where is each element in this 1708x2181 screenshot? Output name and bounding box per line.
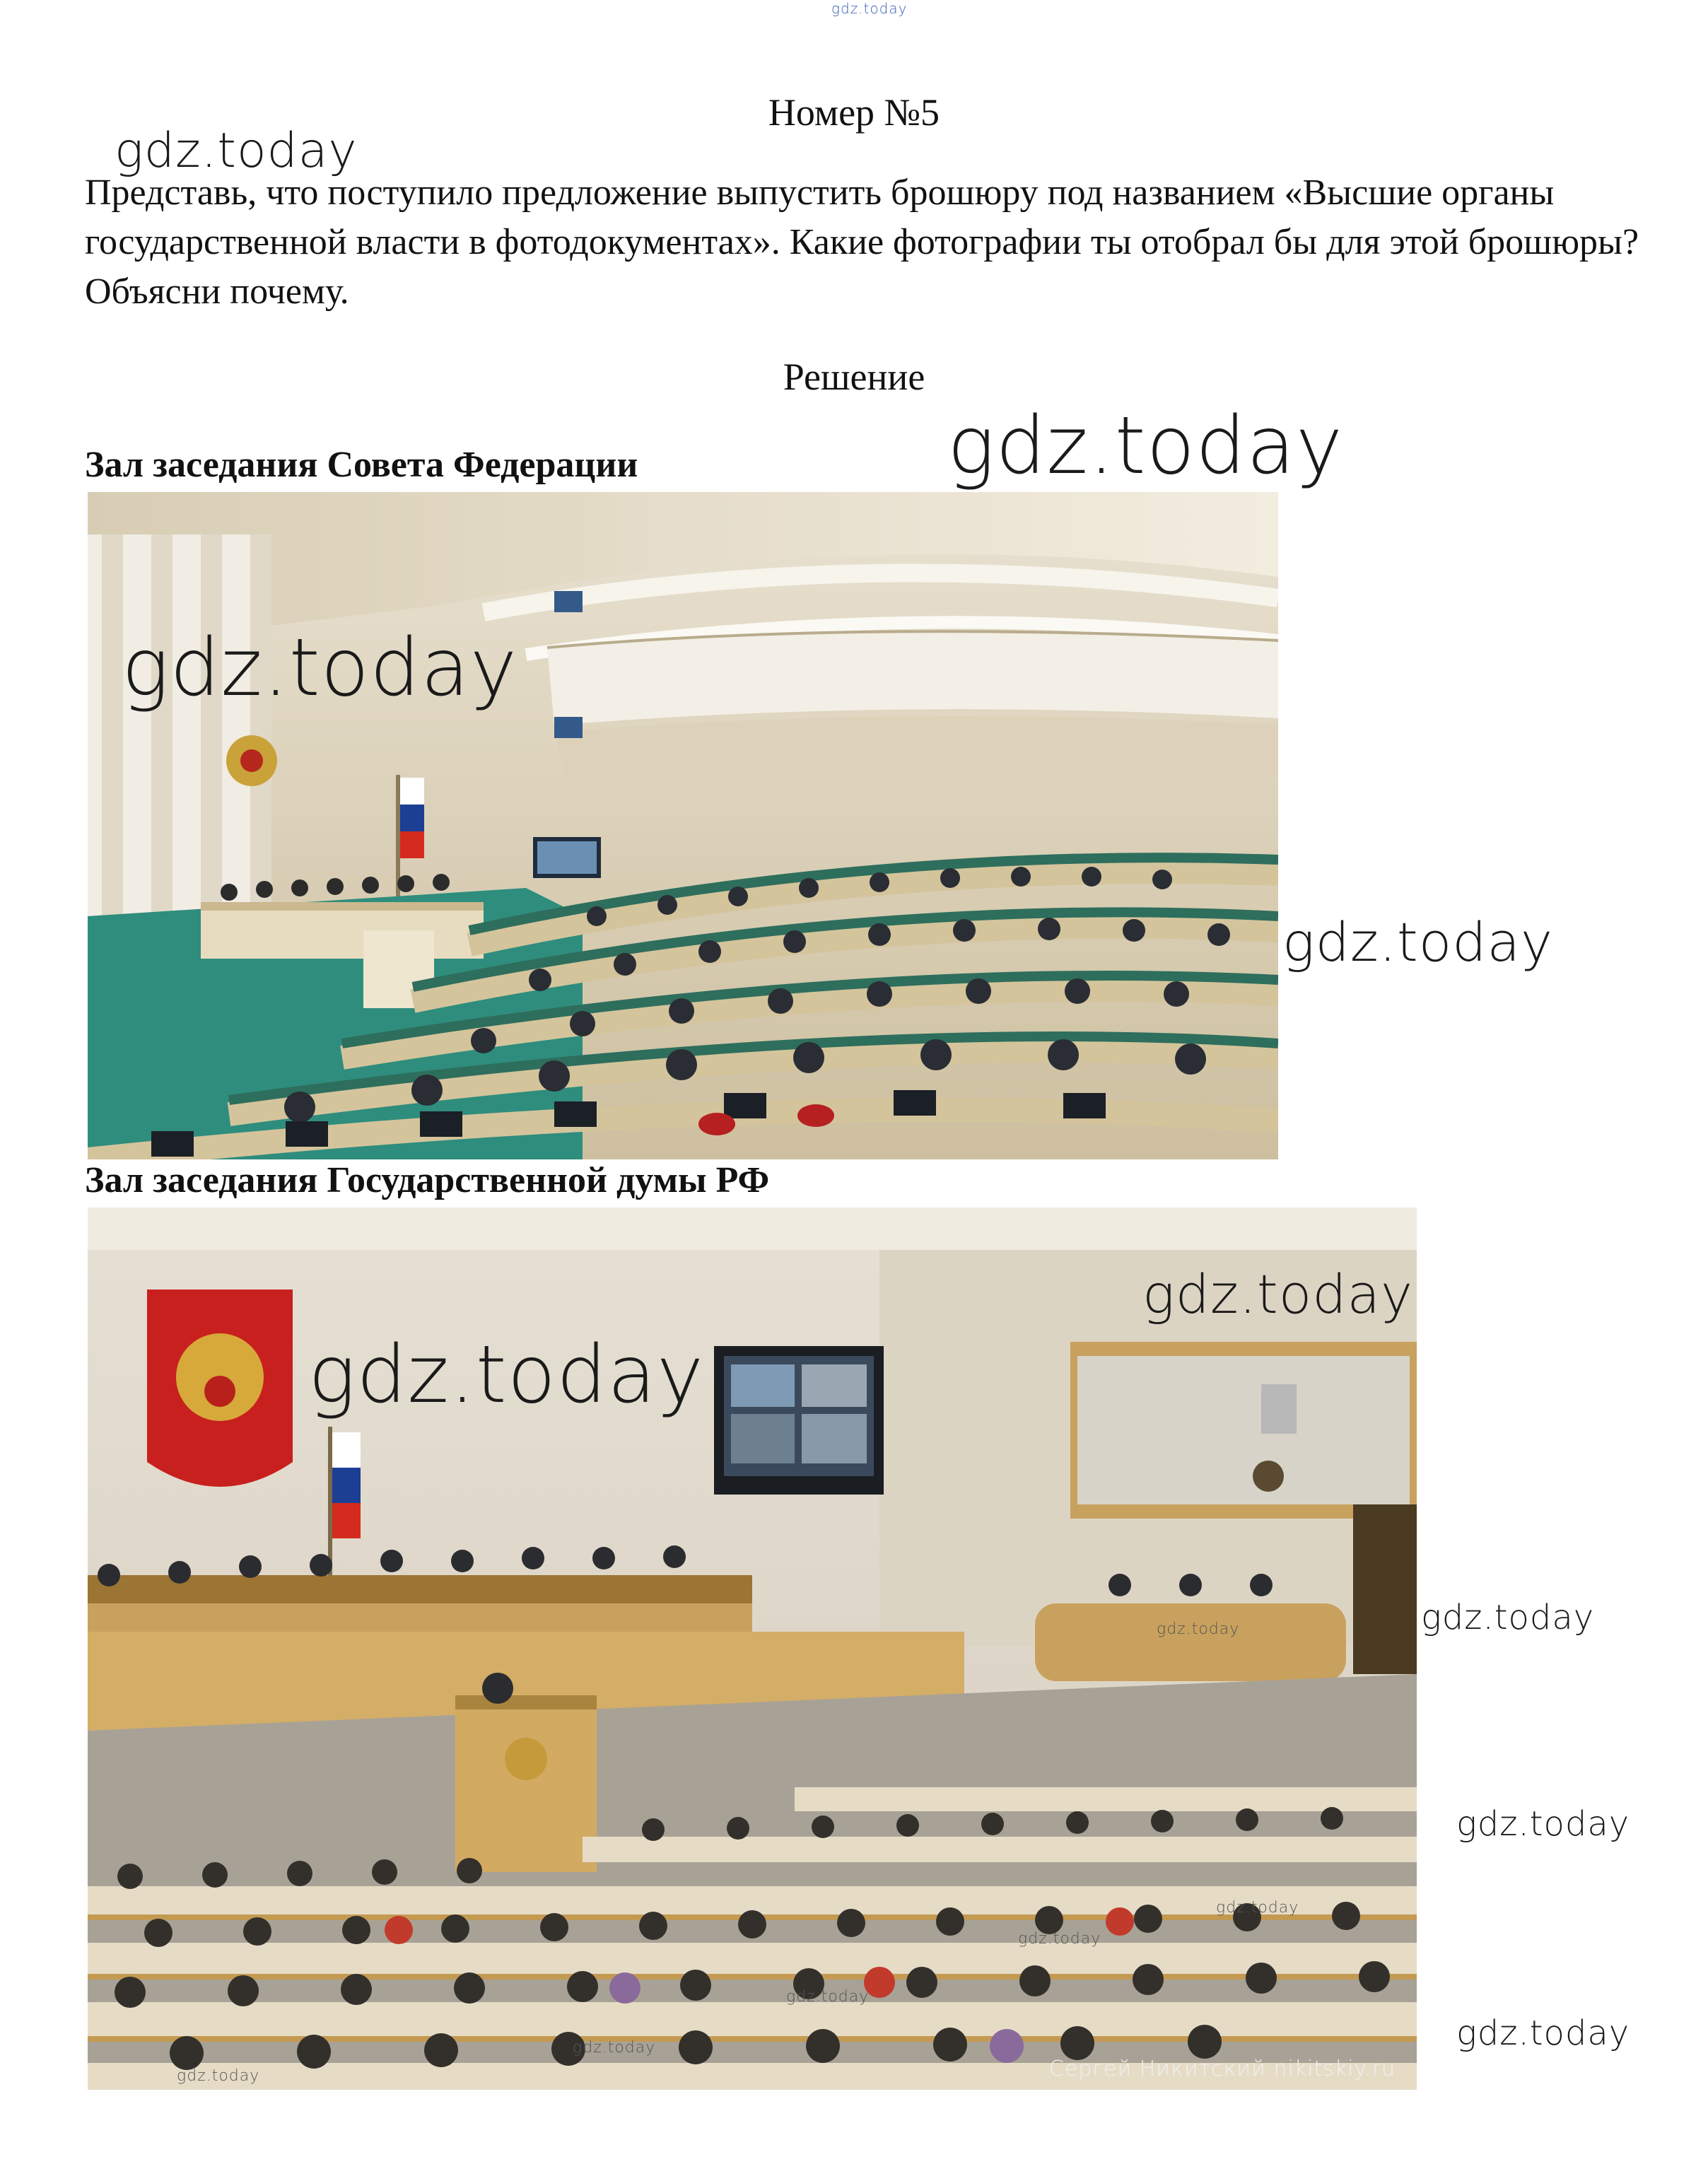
problem-title: Номер №5 xyxy=(768,91,940,134)
solution-title: Решение xyxy=(783,356,925,398)
watermark: gdz.today xyxy=(1456,1804,1630,1844)
watermark: gdz.today xyxy=(573,2039,656,2057)
watermark: gdz.today xyxy=(115,123,358,179)
watermark: gdz.today xyxy=(1456,2013,1630,2053)
watermark: gdz.today xyxy=(1018,1930,1101,1948)
watermark: gdz.today xyxy=(1421,1598,1595,1637)
photo-credit: Сергей Никитский nikitskiy.ru xyxy=(1048,2057,1396,2081)
watermark: gdz.today xyxy=(786,1988,870,2006)
watermark: gdz.today xyxy=(947,400,1344,492)
watermark: gdz.today xyxy=(1142,1263,1413,1326)
federation-council-photo xyxy=(88,492,1278,1159)
watermark: gdz.today xyxy=(1157,1620,1240,1638)
watermark: gdz.today xyxy=(177,2067,260,2085)
task-text: Представь, что поступило предложение выпустить брошюру под названием «Высшие органы государственной власти в фотодокументах». Какие фотографии ты отобрал бы для этой брошюры? Объясни почему. xyxy=(85,173,1639,312)
watermark: gdz.today xyxy=(122,622,518,714)
watermark: gdz.today xyxy=(1216,1899,1299,1917)
section-caption: Зал заседания Государственной думы РФ xyxy=(85,1160,770,1200)
watermark: gdz.today xyxy=(308,1329,705,1421)
watermark: gdz.today xyxy=(1282,911,1553,973)
top-watermark: gdz.today xyxy=(831,0,908,17)
state-duma-photo xyxy=(88,1208,1417,2090)
section-caption: Зал заседания Совета Федерации xyxy=(85,445,638,485)
